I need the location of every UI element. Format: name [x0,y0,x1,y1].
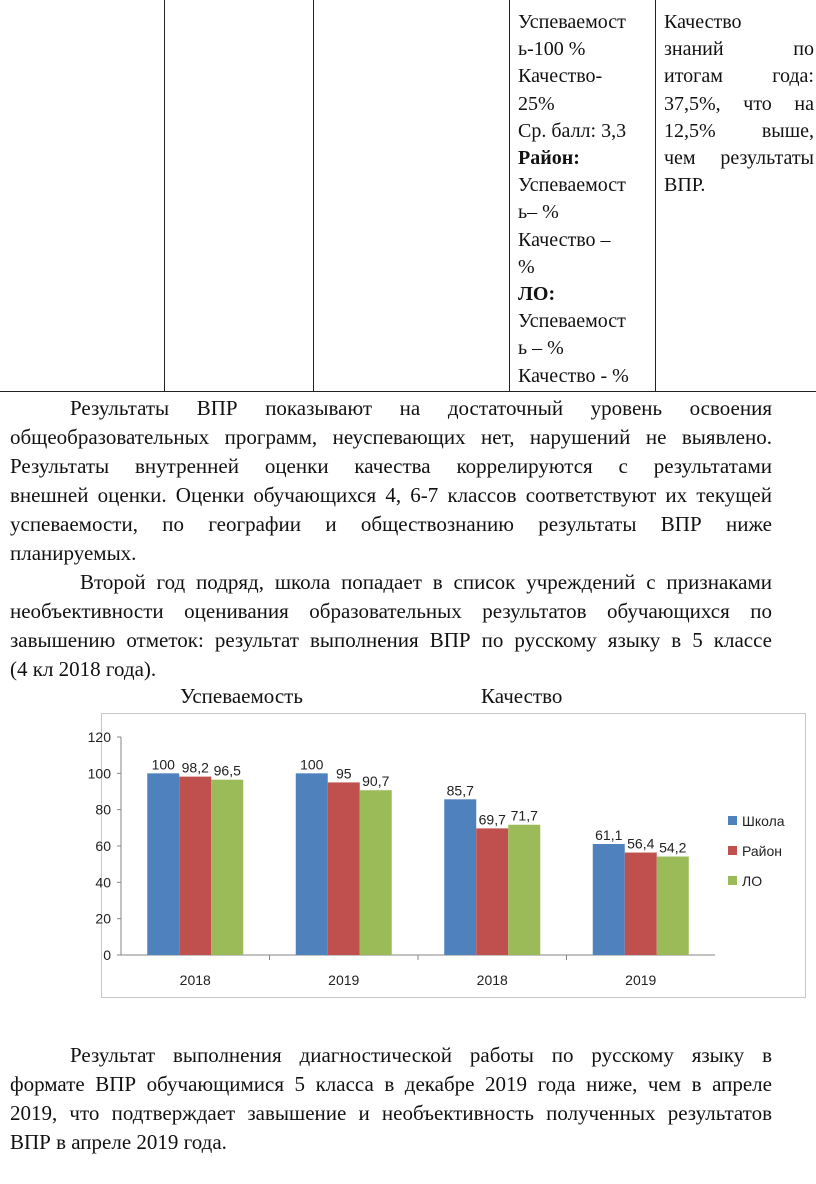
cell-line: Успеваемост [518,11,626,33]
cell-word: 37,5%, [664,92,721,115]
bar-Район [476,828,508,955]
bar-Школа [444,799,476,955]
cell-line: Качество – [518,228,611,251]
table-column-divider [164,0,165,392]
cell-line: Район: [518,147,580,170]
paragraph-line: ВПР в апреле 2019 года. [10,1130,227,1154]
cell-line [664,172,814,199]
legend-swatch [728,816,737,825]
cell-line: 25% [518,92,555,115]
cell-line: Качество- [518,65,603,88]
data-label: 69,7 [478,811,506,828]
cell-line: Успеваемост [518,174,626,197]
chart-heading-quality: Качество [481,684,563,708]
cell-line [664,118,814,145]
bar-ЛО [360,790,392,955]
cell-word: итогам [664,65,723,88]
paragraph-diagnostic [10,1041,772,1157]
cell-word: результаты [720,147,814,170]
y-tick-label: 80 [95,801,111,818]
legend-label: ЛО [742,873,763,889]
bar-Район [179,777,211,955]
paragraph-line: общеобразовательных программ, неуспевающих нет, нарушений не выявлено. [10,425,772,449]
y-tick-label: 40 [95,874,111,891]
bar-Школа [593,844,625,955]
data-label: 100 [151,756,175,773]
x-tick-label: 2019 [625,972,657,988]
paragraph-line: Результаты ВПР показывают на достаточный уровень освоения [70,396,772,420]
table-cell-conclusion [664,9,814,199]
bar-chart [87,713,806,998]
cell-line [664,36,814,63]
table-cell-results [518,9,654,390]
bar-ЛО [657,857,689,955]
cell-word: 12,5% [664,119,716,142]
x-tick-label: 2018 [179,972,211,988]
table-column-divider [509,0,510,392]
data-label: 71,7 [510,807,538,824]
cell-word: что [743,92,772,115]
chart-heading-progress: Успеваемость [180,684,303,708]
cell-line: ь– % [518,201,559,224]
cell-line [664,63,814,90]
cell-line [664,9,814,36]
cell-line [664,145,814,172]
y-tick-label: 120 [87,729,111,745]
paragraph-vpr-results [10,394,772,568]
cell-word: года: [772,65,814,88]
cell-word: ВПР. [664,174,706,197]
cell-line: Качество - % [518,364,629,387]
bar-Школа [296,773,328,955]
cell-word: знаний [664,38,724,61]
cell-line: Успеваемост [518,310,626,333]
bar-ЛО [508,825,540,955]
data-label: 98,2 [181,759,209,776]
bar-Школа [147,773,179,955]
legend-label: Школа [742,813,785,829]
paragraph-line: Результат выполнения диагностической работы по русскому языку в [70,1043,772,1067]
paragraph-line: необъективности оценивания образовательных результатов обучающихся по [10,599,772,623]
y-tick-label: 20 [95,910,111,927]
legend-swatch [728,876,737,885]
paragraph-line: (4 кл 2018 года). [10,657,157,681]
paragraph-line: успеваемости, по географии и обществознанию результаты ВПР ниже [10,512,772,536]
results-table [0,0,816,392]
table-column-divider [313,0,314,392]
cell-word: чем [664,147,696,170]
table-column-divider [655,0,656,392]
cell-word: по [793,38,814,61]
cell-line: ь – % [518,337,564,360]
cell-line: ЛО: [518,283,556,306]
paragraph-line: завышению отметок: результат выполнения ВПР по русскому языку в 5 классе [10,628,772,652]
legend-swatch [728,846,737,855]
data-label: 54,2 [659,839,687,856]
cell-line: Ср. балл: 3,3 [518,119,627,142]
data-label: 95 [335,765,352,782]
bar-Район [328,782,360,955]
paragraph-line: внешней оценки. Оценки обучающихся 4, 6-7 классов соответствуют их текущей [10,483,772,507]
cell-word: выше, [761,119,814,142]
bar-Район [625,853,657,955]
table-bottom-border [0,391,816,392]
bar-ЛО [211,780,243,955]
x-tick-label: 2019 [328,972,360,988]
cell-line: % [518,255,535,278]
cell-line [664,91,814,118]
paragraph-objectivity [10,568,772,684]
paragraph-line: 2019, что подтверждает завышение и необъективность полученных результатов [10,1101,772,1125]
y-tick-label: 60 [95,838,111,854]
y-tick-label: 0 [103,947,111,963]
paragraph-line: планируемых. [10,541,137,565]
cell-line: ь-100 % [518,38,586,61]
paragraph-line: Второй год подряд, школа попадает в список учреждений с признаками [80,570,772,594]
paragraph-line: Результаты внутренней оценки качества коррелируются с результатами [10,454,772,478]
data-label: 61,1 [595,827,623,844]
data-label: 85,7 [446,782,474,799]
data-label: 56,4 [627,835,655,852]
paragraph-line: формате ВПР обучающимися 5 класса в декабре 2019 года ниже, чем в апреле [10,1072,772,1096]
y-tick-label: 100 [87,765,111,782]
cell-word: на [794,92,814,115]
legend-label: Район [742,843,782,859]
data-label: 96,5 [213,762,241,779]
x-tick-label: 2018 [476,972,508,988]
cell-word: Качество [664,11,742,33]
data-label: 90,7 [362,773,390,790]
data-label: 100 [300,756,324,773]
